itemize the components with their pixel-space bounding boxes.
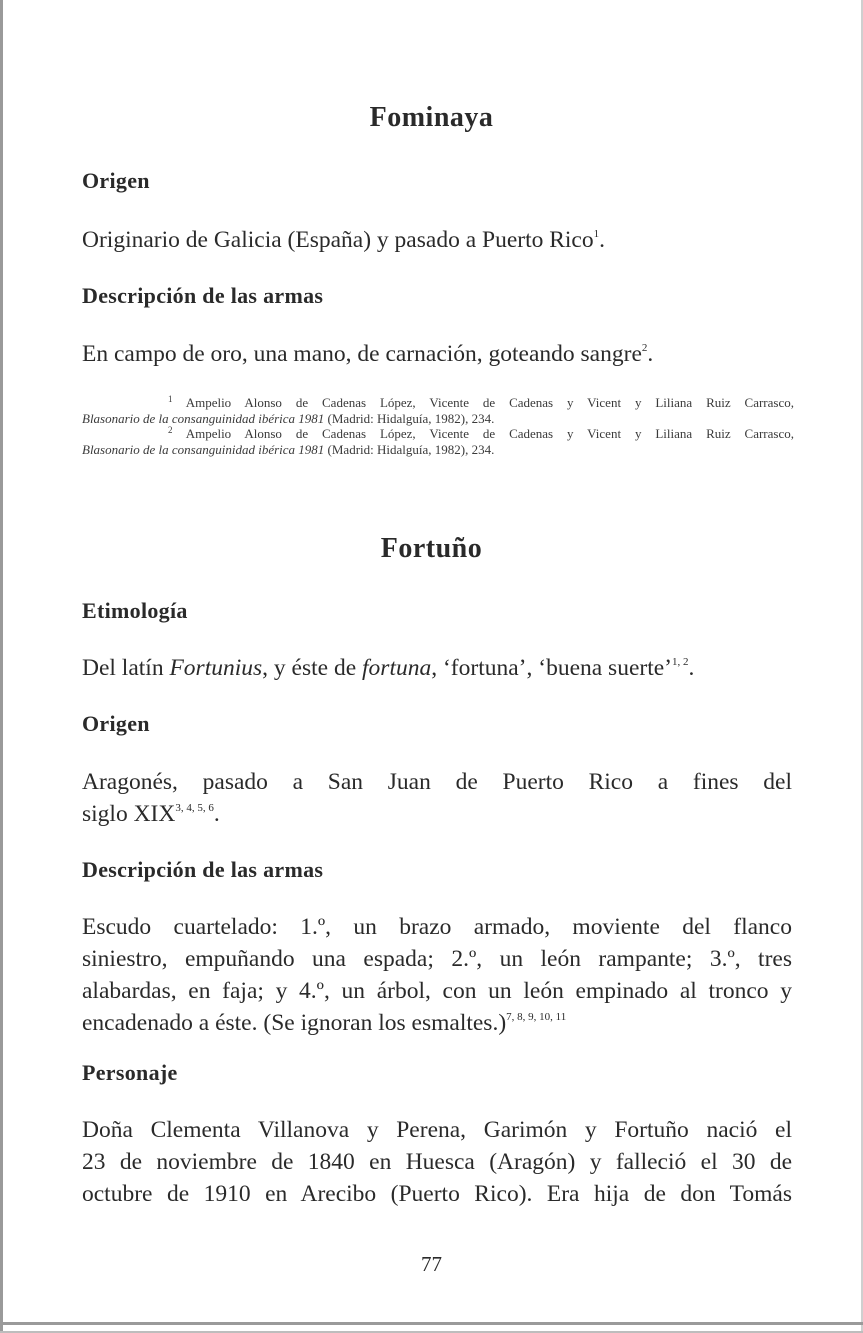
left-page-edge — [0, 0, 3, 1333]
bottom-page-edge — [0, 1322, 863, 1325]
armas-end: . — [647, 341, 654, 367]
paragraph-etimologia: Del latín Fortunius, y éste de fortuna, ‘fortuna’, ‘buena suerte’$^{1, 2}$. — [82, 655, 695, 681]
paragraph-origen-fortuno: Aragonés, pasado a San Juan de Puerto Rico a fines del siglo XIX$^{3, 4, 5, 6}$. — [82, 769, 792, 827]
footnote-ref: 1, 2 — [672, 656, 689, 668]
origen-text: Originario de Galicia (España) y pasado a Puerto Rico — [82, 227, 594, 253]
latin-word: Fortunius — [169, 655, 263, 681]
footnote-number: 1 — [168, 394, 173, 404]
section-title-fortuno: Fortuño — [380, 533, 483, 564]
paragraph-armas-fominaya — [82, 338, 792, 370]
heading-origen: Origen — [82, 168, 150, 193]
footnote-2-line1: $^2$ Ampelio Alonso de Cadenas López, Vicente de Cadenas y Vicent y Liliana Ruiz Carrasco, — [168, 425, 794, 441]
footnote-2-line2: Blasonario de la consanguinidad ibérica 1981 (Madrid: Hidalguía, 1982), 234. — [82, 441, 495, 457]
footnote-1-line1: $^1$ Ampelio Alonso de Cadenas López, Vicente de Cadenas y Vicent y Liliana Ruiz Carrasco, — [168, 394, 794, 410]
footnote-ref: 2 — [641, 342, 648, 354]
paragraph-armas-fortuno: Escudo cuartelado: 1.º, un brazo armado, moviente del flanco siniestro, empuñando una espada; 2.º, un león rampante; 3.º, tres alabardas, en faja; y 4.º, un árbol, con un león empinado al tronco y encadenado a éste. (Se ignoran los esmaltes.)$^{7, 8, 9, 10, 11}$ — [82, 914, 792, 1036]
heading-origen-fortuno: Origen — [82, 711, 150, 736]
footnote-1-line2: Blasonario de la consanguinidad ibérica 1981 (Madrid: Hidalguía, 1982), 234. — [82, 410, 495, 426]
footnotes-fominaya — [82, 395, 794, 457]
footnote-ref: 1 — [593, 228, 600, 240]
footnote-number: 2 — [168, 425, 173, 435]
section-title-fominaya: Fominaya — [369, 102, 494, 133]
page-number: 77 — [421, 1252, 442, 1276]
heading-personaje: Personaje — [82, 1060, 178, 1085]
footnote-book-title: Blasonario de la consanguinidad ibérica 1981 — [82, 410, 325, 426]
root-word: fortuna — [362, 655, 432, 681]
heading-descripcion-armas-fortuno: Descripción de las armas — [82, 857, 324, 882]
armas-text: En campo de oro, una mano, de carnación, goteando sangre — [82, 341, 642, 367]
heading-etimologia: Etimología — [82, 598, 188, 623]
footnote-ref: 7, 8, 9, 10, 11 — [506, 1011, 567, 1023]
paragraph-origen-fominaya — [82, 224, 792, 256]
footnote-ref: 3, 4, 5, 6 — [175, 802, 214, 814]
paragraph-personaje: Doña Clementa Villanova y Perena, Garimón y Fortuño nació el 23 de noviembre de 1840 en Huesca (Aragón) y falleció el 30 de octubre de 1910 en Arecibo (Puerto Rico). Era hija de don Tomás — [82, 1117, 792, 1207]
origen-end: . — [599, 227, 605, 253]
footnote-book-title: Blasonario de la consanguinidad ibérica 1981 — [82, 441, 325, 457]
heading-descripcion-armas: Descripción de las armas — [82, 283, 324, 308]
